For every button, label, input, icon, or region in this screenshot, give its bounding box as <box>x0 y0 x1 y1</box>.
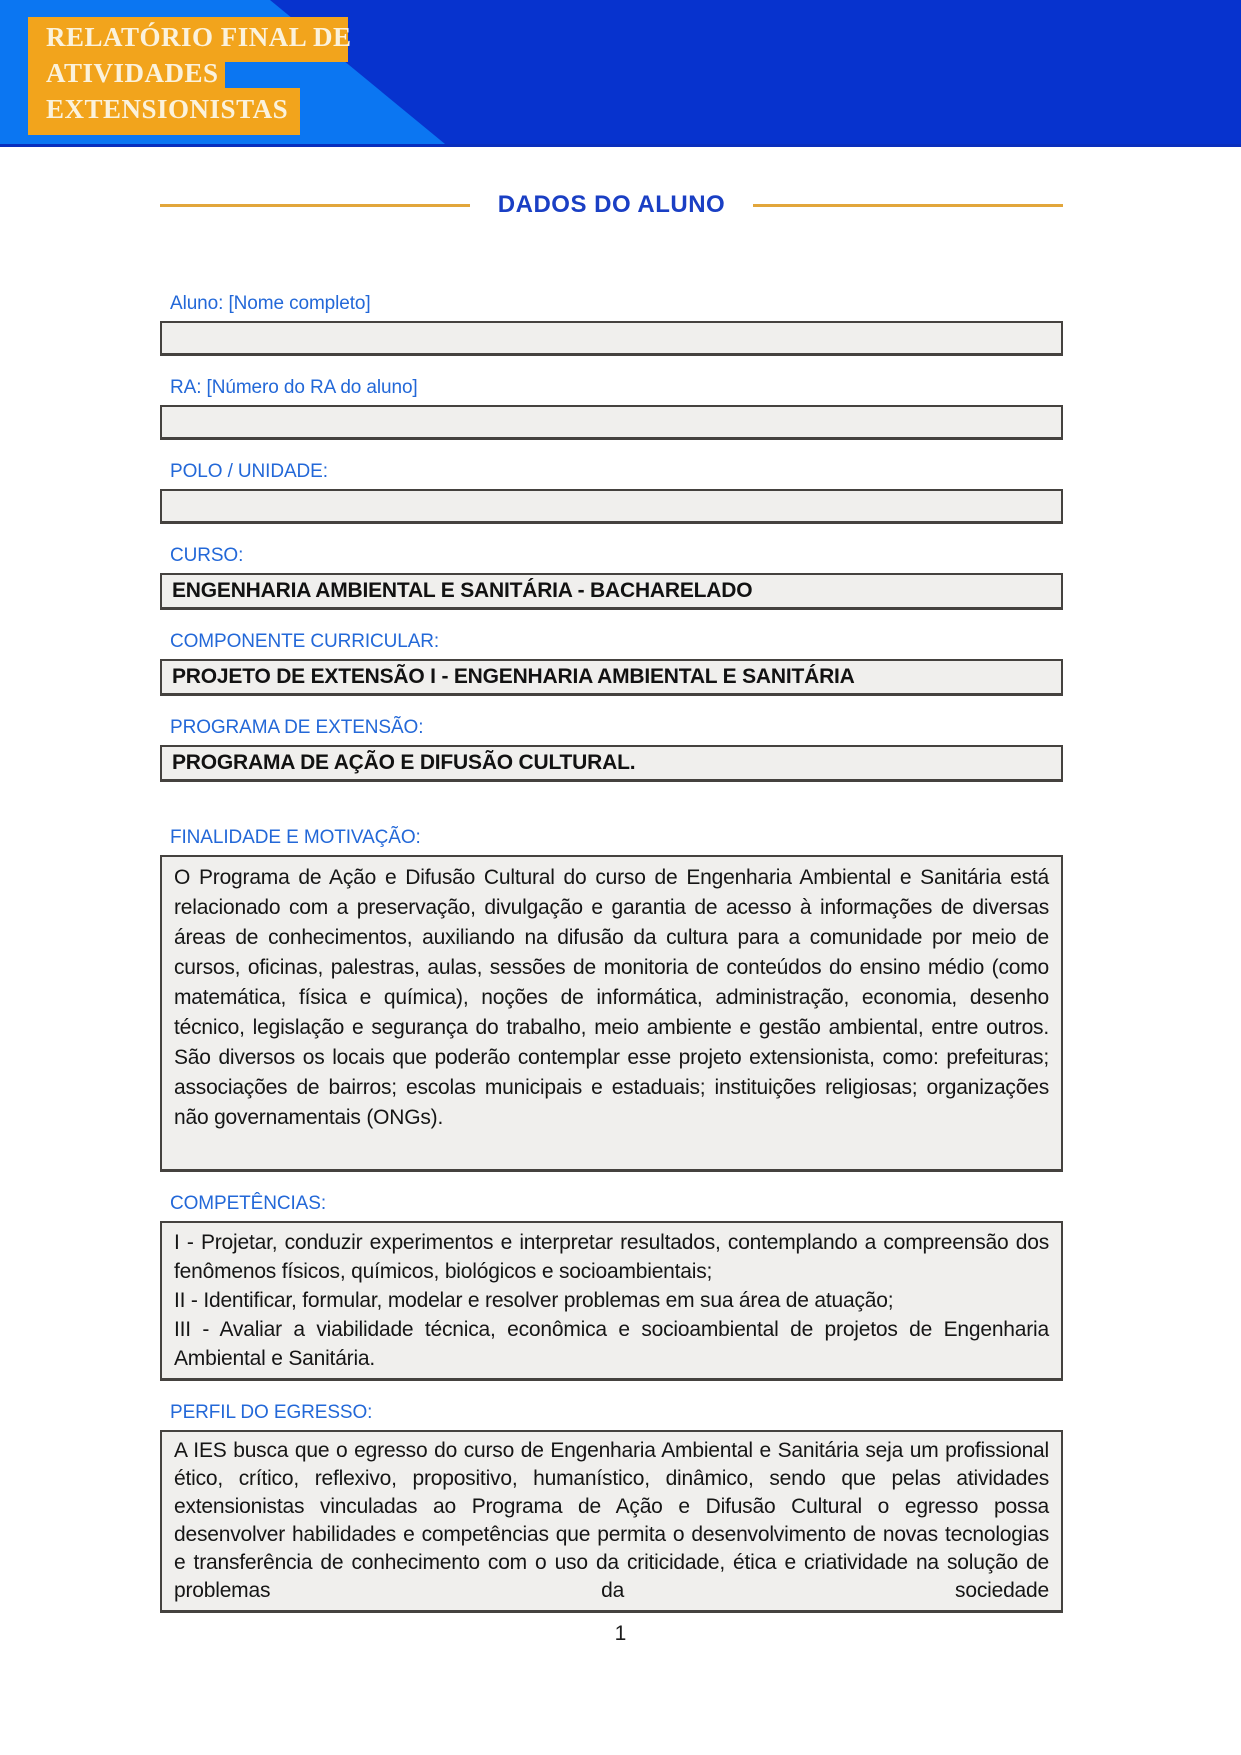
logo-text-line3: EXTENSIONISTAS <box>46 94 289 124</box>
aluno-label: Aluno: [Nome completo] <box>170 293 371 314</box>
competencia-item-1: I - Projetar, conduzir experimentos e interpretar resultados, contemplando a compreensão dos fenômenos físicos, químicos, biológicos e socioambientais; <box>174 1231 1049 1283</box>
competencias-text <box>160 1221 1063 1381</box>
page-number: 1 <box>614 1622 627 1645</box>
field-group-competencias <box>160 1192 1063 1381</box>
ra-label: RA: [Número do RA do aluno] <box>170 377 418 398</box>
title-rule-right <box>753 204 1063 207</box>
field-group-ra <box>160 376 1063 440</box>
competencias-label: COMPETÊNCIAS: <box>170 1193 326 1214</box>
field-group-polo <box>160 460 1063 524</box>
field-group-programa <box>160 716 1063 782</box>
perfil-text: A IES busca que o egresso do curso de Engenharia Ambiental e Sanitária seja um profissional ético, crítico, reflexivo, propositivo, humanístico, dinâmico, sendo que pelas atividades extensionistas vinculadas ao Programa de Ação e Difusão Cultural o egresso possa desenvolver habilidades e competências que permita o desenvolvimento de novas tecnologias e transferência de conhecimento com o uso da criticidade, ética e criatividade na solução de problemas da sociedade <box>160 1430 1063 1613</box>
field-group-aluno <box>160 292 1063 356</box>
form-content <box>160 147 1063 1633</box>
aluno-input[interactable] <box>160 321 1063 356</box>
curso-label: CURSO: <box>170 545 244 566</box>
section-title-row <box>160 191 1063 219</box>
form-fields <box>160 292 1063 1613</box>
title-rule-left <box>160 204 470 207</box>
perfil-label: PERFIL DO EGRESSO: <box>170 1402 373 1423</box>
competencia-item-2: II - Identificar, formular, modelar e resolver problemas em sua área de atuação; <box>174 1289 894 1312</box>
curso-value: ENGENHARIA AMBIENTAL E SANITÁRIA - BACHARELADO <box>160 573 1063 610</box>
finalidade-text: O Programa de Ação e Difusão Cultural do curso de Engenharia Ambiental e Sanitária está relacionado com a preservação, divulgação e garantia de acesso à informações de diversas áreas de conhecimentos, auxiliando na difusão da cultura para a comunidade por meio de cursos, oficinas, palestras, aulas, sessões de monitoria de conteúdos do ensino médio (como matemática, física e química), noções de informática, administração, economia, desenho técnico, legislação e segurança do trabalho, meio ambiente e gestão ambiental, entre outros. São diversos os locais que poderão contemplar esse projeto extensionista, como: prefeituras; associações de bairros; escolas municipais e estaduais; instituições religiosas; organizações não governamentais (ONGs). <box>160 855 1063 1172</box>
field-group-perfil <box>160 1401 1063 1613</box>
field-group-componente <box>160 630 1063 696</box>
finalidade-label: FINALIDADE E MOTIVAÇÃO: <box>170 827 421 848</box>
ra-input[interactable] <box>160 405 1063 440</box>
componente-value: PROJETO DE EXTENSÃO I - ENGENHARIA AMBIENTAL E SANITÁRIA <box>160 659 1063 696</box>
logo-text-line2: ATIVIDADES <box>46 58 219 88</box>
report-logo <box>0 0 370 147</box>
competencia-item-3: III - Avaliar a viabilidade técnica, econômica e socioambiental de projetos de Engenharia Ambiental e Sanitária. <box>174 1318 1049 1370</box>
page-title: DADOS DO ALUNO <box>497 191 726 218</box>
header-banner <box>0 0 1241 147</box>
logo-text-line1: RELATÓRIO FINAL DE <box>46 22 352 52</box>
programa-label: PROGRAMA DE EXTENSÃO: <box>170 717 424 738</box>
field-group-finalidade <box>160 826 1063 1172</box>
polo-input[interactable] <box>160 489 1063 524</box>
programa-value: PROGRAMA DE AÇÃO E DIFUSÃO CULTURAL. <box>160 745 1063 782</box>
componente-label: COMPONENTE CURRICULAR: <box>170 631 440 652</box>
field-group-curso <box>160 544 1063 610</box>
polo-label: POLO / UNIDADE: <box>170 461 328 482</box>
